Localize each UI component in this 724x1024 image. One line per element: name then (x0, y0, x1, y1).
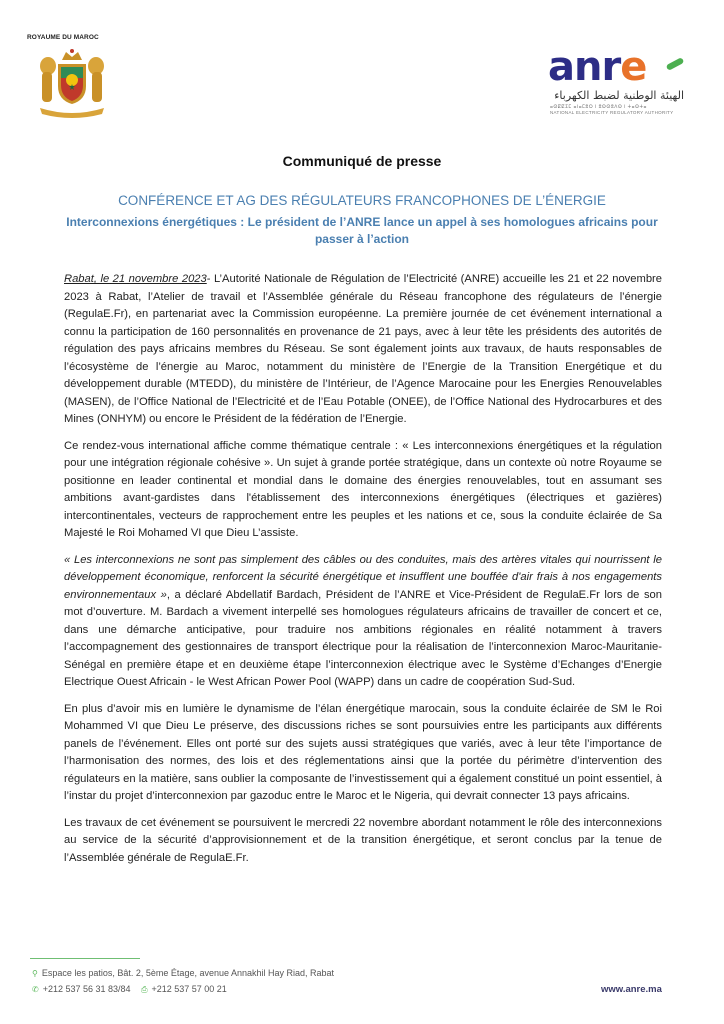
footer-address: ⚲ Espace les patios, Bât. 2, 5ème Étage, avenue Annakhil Hay Riad, Rabat (32, 968, 335, 978)
dateline: Rabat, le 21 novembre 2023 (64, 273, 207, 285)
anre-logo-tifinagh-name: ⴰⵙⵇⵇⵉⵎ ⴰⵏⴰⵎⵓⵔ ⵏ ⵓⵙⵙⵓⴷⵙ ⵏ ⵜⴰⵙⵜⴰ (550, 104, 647, 109)
coat-of-arms-emblem (34, 46, 110, 122)
document-body (64, 271, 662, 876)
anre-logo-arabic-name: الهيئة الوطنية لضبط الكهرباء (554, 89, 684, 102)
crown-icon (62, 49, 82, 60)
right-lion-icon (88, 57, 104, 102)
anre-logo-green-accent (666, 57, 685, 71)
footer-contacts (32, 984, 227, 995)
quote: « Les interconnexions ne sont pas simplement des câbles ou des conduites, mais des artères vitales qui nourrissent le développement économique, renforcent la sécurité énergétique et insufflent une bouffée d'air frais à nos engagements environnementaux » (64, 553, 662, 601)
kingdom-label: ROYAUME DU MAROC (27, 34, 99, 41)
document-title: CONFÉRENCE ET AG DES RÉGULATEURS FRANCOPHONES DE L’ÉNERGIE (118, 193, 606, 208)
footer-phone: +212 537 56 31 83/84 (42, 984, 131, 994)
footer-divider (30, 958, 140, 959)
paragraph-1: Rabat, le 21 novembre 2023- L’Autorité Nationale de Régulation de l’Electricité (ANRE) accueille les 21 et 22 novembre 2023 à Rabat, l’Atelier de travail et l’Assemblée générale du Réseau francophone des régulateurs de l’énergie (RegulaE.Fr), en partenariat avec la Commission européenne. La première journée de cet événement international a connu la participation de 160 personnalités en provenance de 21 pays, avec à leur tête les présidents des autorités de régulation des pays africains membres du Réseau. Se sont également joints aux travaux, de hauts responsables de l’écosystème de l’énergie au Maroc, notamment du ministère de l’Energie de la Transition Energétique et du développement durable (MTEDD), du ministère de l’Intérieur, de l’Agence Marocaine pour les Energies Renouvelables (MASEN), de l’Office National de l’Electricité et de l’Eau Potable (ONEE), de l’Office National des Hydrocarbures et des Mines (ONHYM) ou encore le Président de la fédération de l’Energie. (64, 273, 662, 425)
fax-icon: ⎙ (141, 985, 148, 994)
paragraph-2: Ce rendez-vous international affiche comme thématique centrale : « Les interconnexions énergétiques et la régulation pour une intégration régionale cohésive ». Un sujet à grande portée stratégique, dans un contexte où notre Royaume se positionne en leader continental et mondial dans le domaine des énergies renouvelables, tout en assumant ses ambitions avant-gardistes dans l'établissement des interconnexions énergétiques (électriques et gazières) intercontinentales, vecteurs de rapprochement entre les peuples et les nations et ce, sous la conduite éclairée de Sa Majesté le Roi Mohamed VI que Dieu L’assiste. (64, 439, 662, 539)
press-release-label: Communiqué de presse (282, 153, 442, 169)
paragraph-4: En plus d’avoir mis en lumière le dynamisme de l’élan énergétique marocain, sous la conduite éclairée de SM le Roi Mohammed VI que Dieu Le préserve, des discussions riches se sont poursuivies entre les participants aux différents panels de l’événement. Elles ont porté sur des sujets aussi stratégiques que variés, avec à leur tête l’importance de l’harmonisation des normes, des lois et des réglementations ainsi que la portée du périmètre d’intervention des régulateurs en la matière, sans oublier la composante de l’investissement qui a également constitué un point essentiel, à l’instar du projet d’interconnexion par gazoduc entre le Maroc et le Nigeria, qui devrait connecter 13 pays africains. (64, 702, 662, 802)
phone-icon: ✆ (32, 985, 39, 994)
paragraph-5: Les travaux de cet événement se poursuivent le mercredi 22 novembre abordant notamment le rôle des interconnexions au service de la sécurité d’approvisionnement et de la transition énergétique, et seront conclus par la tenue de l’Assemblée générale de RegulaE.Fr. (64, 816, 662, 864)
shield-icon (58, 64, 86, 104)
footer-website-link[interactable]: www.anre.ma (601, 984, 662, 995)
anre-logo-wordmark: anre (548, 44, 647, 90)
document-subtitle: Interconnexions énergétiques : Le président de l’ANRE lance un appel à ses homologues africains pour passer à l’action (66, 215, 658, 246)
footer-fax: +212 537 57 00 21 (151, 984, 227, 994)
left-lion-icon (40, 57, 56, 102)
anre-logo (548, 44, 688, 119)
paragraph-3: « Les interconnexions ne sont pas simplement des câbles ou des conduites, mais des artères vitales qui nourrissent le développement économique, renforcent la sécurité énergétique et insufflent une bouffée d'air frais à nos engagements environnementaux », a déclaré Abdellatif Bardach, Président de l’ANRE et Vice-Président de RegulaE.Fr lors de son mot d’ouverture. M. Bardach a vivement interpellé ses homologues régulateurs africains de travailler de concert et ce, dans une démarche anticipative, pour traduire nos ambitions régionales en réalité notamment à travers l’accompagnement des gestionnaires de transport électrique pour la réalisation de l’interconnexion Maroc-Mauritanie-Sénégal en première étape et en deuxième étape l’interconnexion électrique avec le Système d’Echanges d’Energie Electrique Ouest Africain - le West African Power Pool (WAPP) dans un cadre de coopération Sud-Sud. (64, 553, 662, 688)
ribbon-icon (40, 108, 104, 118)
location-pin-icon: ⚲ (32, 969, 38, 978)
anre-logo-english-name: NATIONAL ELECTRICITY REGULATORY AUTHORITY (550, 110, 674, 115)
